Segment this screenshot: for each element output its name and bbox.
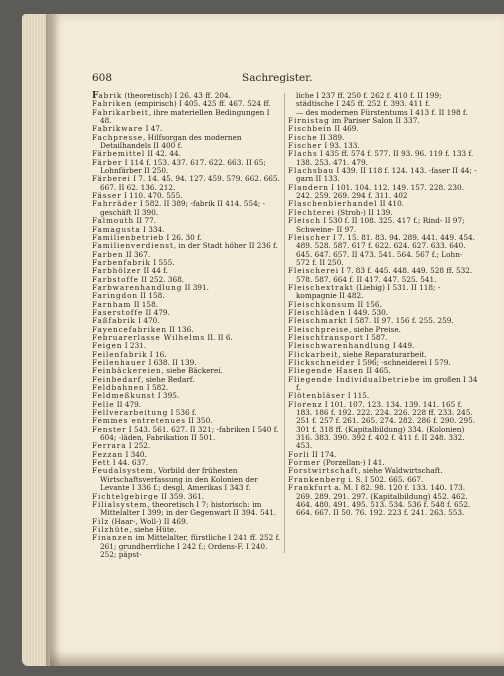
index-references: I 47.	[143, 124, 163, 134]
index-entry	[288, 267, 478, 284]
index-references: II 42. 44.	[145, 149, 182, 159]
index-references: I 449. 530.	[345, 307, 389, 317]
index-references: I 470.	[135, 316, 160, 326]
index-references: I 536 f.	[168, 408, 197, 418]
index-headword: Feilenhauer	[92, 358, 147, 367]
index-headword: Frankenberg	[288, 474, 347, 484]
index-headword: Faringdon	[92, 291, 138, 301]
index-references: im großen I 34 f.	[296, 374, 478, 393]
index-headword: Färbemittel	[92, 149, 146, 159]
index-headword: Faßfabrik	[92, 316, 136, 326]
page-title: Sachregister.	[242, 72, 313, 84]
index-headword: Flickarbeit	[288, 349, 339, 359]
index-headword: Filzhüte	[92, 524, 130, 534]
index-references: , siehe Preise.	[349, 324, 401, 334]
index-headword: Familienbetrieb	[92, 232, 165, 242]
index-headword: Flandern	[288, 182, 329, 192]
index-references: , siehe Bäckerei.	[161, 366, 223, 376]
index-headword: Fayencefabriken	[92, 324, 167, 334]
index-references: II 158.	[131, 299, 159, 309]
index-headword: Frankfurt	[288, 483, 332, 493]
index-references: I 582. II 389; -fabrik II 414. 554; -geschäft II 390.	[100, 199, 265, 217]
index-headword: Flachsbau	[288, 166, 335, 176]
index-headword: Fliegende Hasen	[288, 366, 365, 376]
index-references: I 638. II 139.	[146, 358, 197, 367]
index-entry	[92, 534, 281, 559]
index-entry	[288, 284, 478, 301]
index-references: I 115.	[345, 391, 370, 401]
index-references: — des modernen Fürstentums I 413 f. II 198 f.	[296, 107, 468, 117]
index-entry	[92, 467, 281, 492]
index-references: , theoretisch I 7; historisch: im Mittelalter I 399; in der Gegenwart II 394. 541.	[100, 499, 277, 518]
index-entry	[288, 184, 478, 201]
index-references: II 156.	[355, 299, 382, 309]
index-entry	[92, 501, 281, 518]
index-headword: Feudalsystem	[92, 466, 154, 476]
index-headword: Fliegende Individualbetriebe	[288, 374, 421, 384]
index-entry	[92, 109, 281, 126]
index-headword: Flechterei	[288, 207, 335, 217]
index-headword: Fleischextrakt	[288, 282, 354, 292]
index-references: I 7. 14. 45. 94. 127. 459. 579. 662. 665. 667. II 62. 136. 212.	[100, 174, 280, 192]
index-headword: Felle	[92, 399, 115, 409]
index-entry	[288, 92, 478, 109]
index-headword: Fleischläden	[288, 307, 346, 317]
index-headword: Fichtelgebirge	[92, 491, 159, 501]
index-references: (theoretisch) I 26. 43 ff. 204.	[122, 91, 231, 100]
index-entry	[288, 167, 478, 184]
index-references: I 7. 83 f. 445. 448. 449. 528 ff. 532. 578. 587. 664 f. II 417. 447. 525. 541.	[296, 266, 473, 284]
index-headword: Fischer	[288, 141, 323, 151]
index-references: II 391.	[182, 282, 209, 292]
index-references: (Porzellan-) I 41.	[320, 458, 385, 468]
index-references: I 439. II 118 f. 124. 143. -faser II 44; -garn II 133.	[296, 166, 477, 184]
index-references: I 587.	[363, 332, 388, 342]
index-headword: Februarerlasse Wilhelms	[92, 332, 206, 342]
index-references: II 465.	[364, 366, 391, 376]
index-references: I 596; -schneiderei I 579.	[355, 358, 451, 367]
index-headword: Fett	[92, 458, 111, 468]
index-headword: Fachpresse	[92, 132, 143, 142]
index-headword: Fischbein	[288, 124, 333, 134]
index-references: I 449.	[390, 341, 415, 351]
index-references: I 7. 15. 81. 83. 94. 289. 441. 449. 454. 489. 528. 587. 617 f. 622. 624. 627. 633. 640. 645. 647. 657. II 473. 541. 564. 567 f.; Lohn- 572 f. II 250.	[296, 232, 475, 267]
index-references: I 231.	[122, 341, 147, 351]
index-references: I 334.	[140, 224, 165, 234]
index-column-left	[92, 92, 281, 559]
index-headword: Fleischerei	[288, 266, 339, 276]
index-references: II 479.	[143, 307, 170, 317]
index-headword: Flachs	[288, 149, 318, 159]
index-entry	[92, 159, 281, 176]
index-references: I 101. 107. 123. 134. 139. 141. 165 f. 183. 186 f. 192. 222. 224. 226. 228 ff. 233. 245. 251 f. 257 f. 261. 265. 274. 282. 286 f. 290. 295. 301 f. 318 ff. (Kapitalbildung) 334. (Kolonien) 316. 383. 390. 392 f. 402 f. 411 f. II 248. 332. 453.	[296, 399, 476, 451]
index-entry	[288, 150, 478, 167]
index-headword: Farnham	[92, 299, 132, 309]
index-references: I 340.	[123, 449, 147, 459]
index-headword: Fleischtransport	[288, 332, 364, 342]
index-references: , siehe Waldwirtschaft.	[358, 466, 443, 476]
index-references: I 587. II 97. 156 f. 255. 259.	[347, 316, 454, 326]
index-headword: Fleischer	[288, 232, 331, 242]
index-references: II 77.	[134, 216, 157, 226]
index-headword: Fleischkonsum	[288, 299, 356, 309]
page-bottom-shadow	[50, 650, 504, 666]
index-headword: Farbhölzer	[92, 266, 142, 276]
index-headword: Farbwarenhandlung	[92, 282, 183, 292]
index-headword: Fleischpreise	[288, 324, 350, 334]
index-headword: Finanzen	[92, 533, 134, 543]
index-headword: Florenz	[288, 399, 323, 409]
index-references: (empirisch) I 405. 425 ff. 467. 524 ff.	[132, 99, 271, 109]
index-references: II 252. 368.	[138, 274, 185, 284]
index-references: II 136.	[166, 324, 194, 334]
index-headword: Faserstoffe	[92, 307, 144, 317]
index-headword: Fenster	[92, 424, 127, 434]
index-references: , in der Stadt höher II 236 f.	[173, 241, 278, 251]
spine-shadow	[46, 14, 60, 666]
index-references: I 543. 561. 627. II 321; -fabriken I 540 f. 604; -läden, Fabrikation II 501.	[100, 424, 279, 443]
index-references: II 174.	[309, 449, 337, 459]
index-references: , siehe Bedarf.	[141, 374, 195, 384]
index-references: I 395.	[155, 391, 180, 401]
index-references: II 367.	[123, 249, 151, 259]
index-column-right	[288, 92, 478, 518]
index-headword: Fabrikarbeit	[92, 107, 149, 117]
index-headword: Famagusta	[92, 224, 141, 234]
index-references: , ihre materiellen Bedingungen I 48.	[100, 107, 270, 126]
index-references: I 582.	[144, 383, 169, 393]
index-references: , siehe Reparaturarbeit.	[338, 349, 427, 359]
index-headword: Filialsystem	[92, 499, 148, 509]
index-references: II. II 6.	[205, 332, 233, 342]
index-references: im Pariser Salon II 337.	[329, 116, 420, 126]
index-entry	[92, 134, 281, 151]
index-headword: Fische	[288, 132, 318, 142]
index-headword: Farben	[92, 249, 124, 259]
index-entry	[288, 234, 478, 267]
index-headword: Feldmeßkunst	[92, 391, 156, 401]
index-headword: Färberei	[92, 174, 131, 184]
index-headword: Fleischmarkt	[288, 316, 348, 326]
index-headword: Fabriken	[92, 99, 133, 109]
index-references: II 410.	[377, 199, 405, 209]
index-references: I 101. 104. 112. 149. 157. 228. 230. 242. 259. 269. 294 f. 311. 402	[296, 182, 464, 201]
index-headword: Feigen	[92, 341, 123, 351]
column-divider	[284, 93, 285, 553]
index-entry	[288, 484, 478, 517]
index-headword: Former	[288, 458, 321, 468]
index-references: I 114 f. 153. 437. 617. 622. 663. II 65; Lohnfärber II 250.	[100, 157, 266, 176]
index-references: liche I 237 ff. 250 f. 262 f. 410 f. II 199; städtische I 245 ff. 252 f. 393. 411 f.	[296, 91, 442, 109]
index-headword: Fezzan	[92, 449, 124, 459]
running-header	[92, 72, 472, 86]
index-references: i. S. I 502. 665. 667.	[346, 474, 424, 484]
index-references: a. M. I 82. 98. 120 f. 133. 140. 173. 269. 289. 291. 297. (Kapitalbildung) 452. 462. 464. 480. 491. 495. 513. 534. 536 f. 548 f. 652. 664. 667. II 50. 76. 192. 223 f. 241. 263. 553.	[296, 483, 471, 518]
index-headword: Fleischwarenhandlung	[288, 341, 391, 351]
index-headword: Farbstoffe	[92, 274, 139, 284]
index-headword: Forstwirtschaft	[288, 466, 359, 476]
index-entry	[92, 426, 281, 443]
index-headword: Forli	[288, 449, 310, 459]
index-headword: Feinbäckereien	[92, 366, 162, 376]
index-references: II 479.	[114, 399, 142, 409]
index-headword: Färber	[92, 157, 123, 167]
index-references: , Vorbild der frühesten Wirtschaftsverfassung in den Kolonien der Levante I 336 f.; desgl. Amerikas I 343 f.	[100, 466, 258, 493]
index-headword: Fleisch	[288, 216, 321, 226]
index-headword: Flaschenbierhandel	[288, 199, 378, 209]
index-references: II 389.	[317, 132, 345, 142]
index-references: im Mittelalter, fürstliche I 241 ff. 252 f. 261; grundherrliche I 242 f.; Ordens-F. I 240. 252; päpst-	[100, 533, 281, 559]
index-references: I 110. 470. 555.	[121, 191, 183, 201]
index-headword: Falmouth	[92, 216, 135, 226]
page-number: 608	[92, 72, 113, 84]
index-entry	[92, 200, 281, 217]
index-references: I 16.	[147, 349, 167, 359]
index-references: I 252.	[126, 441, 151, 451]
index-headword: Farbenfabrik	[92, 257, 151, 267]
index-headword: Fahrräder	[92, 199, 138, 209]
index-headword: Filz	[92, 516, 110, 526]
index-references: I 93. 133.	[322, 141, 360, 151]
index-references: I 555.	[150, 257, 175, 267]
index-references: , siehe Hüte.	[129, 524, 177, 534]
index-entry	[288, 376, 478, 393]
index-references: II 44 f.	[141, 266, 168, 276]
index-references: I 435 ff. 574 f. 577. II 93. 96. 119 f. 133 f. 138. 253. 471. 479.	[296, 149, 474, 167]
index-references: , Hilfsorgan des modernen Detailhandels II 400 f.	[100, 132, 242, 151]
index-headword: Fabrik	[92, 91, 123, 101]
index-headword: Fässer	[92, 191, 122, 201]
index-references: (Haar-, Woll-) II 469.	[109, 516, 189, 526]
index-headword: Flickschneider	[288, 358, 356, 367]
index-references: (Liebig) I 531. II 118; -kompagnie II 482.	[296, 282, 441, 301]
index-headword: Firnistag	[288, 116, 330, 126]
index-references: II 158.	[137, 291, 165, 301]
index-headword: Familienverdienst	[92, 241, 174, 251]
index-headword: Femmes entretenues	[92, 416, 186, 426]
index-headword: Ferrara	[92, 441, 127, 451]
index-entry	[92, 175, 281, 192]
index-entry	[288, 401, 478, 451]
index-references: I 26. 30 f.	[164, 232, 202, 242]
index-headword: Fellverarbeitung	[92, 408, 169, 418]
index-headword: Flötenbläser	[288, 391, 346, 401]
index-headword: Feinbedarf	[92, 374, 142, 384]
index-headword: Fabrikware	[92, 124, 144, 134]
index-headword: Feldbahnen	[92, 383, 145, 393]
index-entry	[288, 217, 478, 234]
index-headword: Feilenfabrik	[92, 349, 148, 359]
index-references: I 44. 637.	[110, 458, 149, 468]
index-references: (Stroh-) II 139.	[334, 207, 393, 217]
index-references: II 350.	[185, 416, 213, 426]
index-references: I 530 f. II 108. 325. 417 f.; Rind- II 97; Schweine- II 97.	[296, 216, 465, 234]
index-references: II 359. 361.	[158, 491, 205, 501]
index-references: II 469.	[332, 124, 359, 134]
